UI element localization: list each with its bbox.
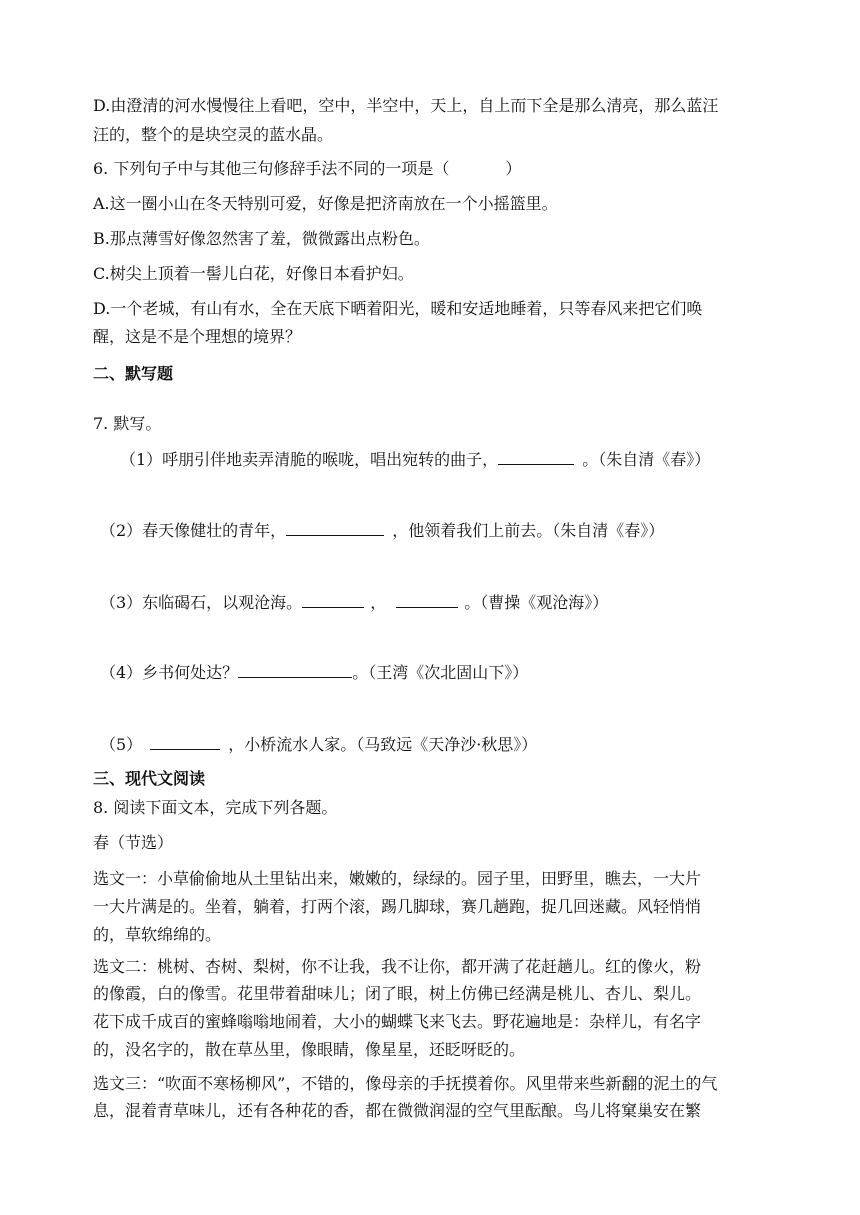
answer-blank[interactable]	[498, 448, 574, 465]
option-b: B.那点薄雪好像忽然害了羞，微微露出点粉色。	[93, 229, 430, 248]
passage-line: 的，没名字的，散在草丛里，像眼睛，像星星，还眨呀眨的。	[93, 1040, 526, 1059]
passage-line: 选文三：“吹面不寒杨柳风”，不错的，像母亲的手抚摸着你。风里带来些新翻的泥土的气	[93, 1074, 718, 1093]
option-d-cont: 醒，这是不是个理想的境界？	[93, 327, 302, 346]
fill-item-2: （2）春天像健壮的青年， ，他领着我们上前去。（朱自清《春》）	[100, 521, 665, 540]
text-line: 汪的，整个的是块空灵的蓝水晶。	[93, 125, 334, 144]
section-heading: 三、现代文阅读	[93, 769, 206, 788]
text-line: D.由澄清的河水慢慢往上看吧，空中，半空中，天上，自上而下全是那么清亮，那么蓝汪	[93, 96, 719, 115]
question-stem: 6. 下列句子中与其他三句修辞手法不同的一项是（ ）	[93, 159, 522, 178]
answer-blank[interactable]	[150, 733, 220, 750]
section-heading: 二、默写题	[93, 364, 174, 383]
passage-title: 春（节选）	[93, 833, 174, 852]
fill-item-1: （1）呼朋引伴地卖弄清脆的喉咙，唱出宛转的曲子， 。（朱自清《春》）	[120, 450, 711, 469]
option-d: D.一个老城，有山有水，全在天底下晒着阳光，暖和安适地睡着，只等春风来把它们唤	[93, 299, 703, 318]
option-c: C.树尖上顶着一髻儿白花，好像日本看护妇。	[93, 264, 414, 283]
option-a: A.这一圈小山在冬天特别可爱，好像是把济南放在一个小摇篮里。	[93, 194, 558, 213]
question-stem: 8. 阅读下面文本，完成下列各题。	[93, 798, 338, 817]
passage-line: 一大片满是的。坐着，躺着，打两个滚，踢几脚球，赛几趟跑，捉几回迷藏。风轻悄悄	[93, 897, 702, 916]
passage-line: 的，草软绵绵的。	[93, 925, 222, 944]
passage-line: 选文二：桃树、杏树、梨树，你不让我，我不让你，都开满了花赶趟儿。红的像火，粉	[93, 957, 702, 976]
passage-line: 息，混着青草味儿，还有各种花的香，都在微微润湿的空气里酝酿。鸟儿将窠巢安在繁	[93, 1101, 702, 1120]
answer-blank[interactable]	[286, 519, 384, 536]
answer-blank[interactable]	[396, 591, 458, 608]
fill-item-4: （4）乡书何处达？ 。（王湾《次北固山下》）	[100, 663, 529, 682]
answer-blank[interactable]	[302, 591, 364, 608]
answer-blank[interactable]	[238, 661, 352, 678]
passage-line: 花下成千成百的蜜蜂嗡嗡地闹着，大小的蝴蝶飞来飞去。野花遍地是：杂样儿，有名字	[93, 1012, 702, 1031]
fill-item-3: （3）东临碣石，以观沧海。 ， 。（曹操《观沧海》）	[100, 593, 609, 612]
question-stem: 7. 默写。	[93, 414, 162, 433]
fill-item-5: （5） ，小桥流水人家。（马致远《天净沙·秋思》）	[100, 735, 538, 754]
passage-line: 的像霞，白的像雪。花里带着甜味儿；闭了眼，树上仿佛已经满是桃儿、杏儿、梨儿。	[93, 984, 702, 1003]
passage-line: 选文一：小草偷偷地从土里钻出来，嫩嫩的，绿绿的。园子里，田野里，瞧去，一大片	[93, 869, 702, 888]
